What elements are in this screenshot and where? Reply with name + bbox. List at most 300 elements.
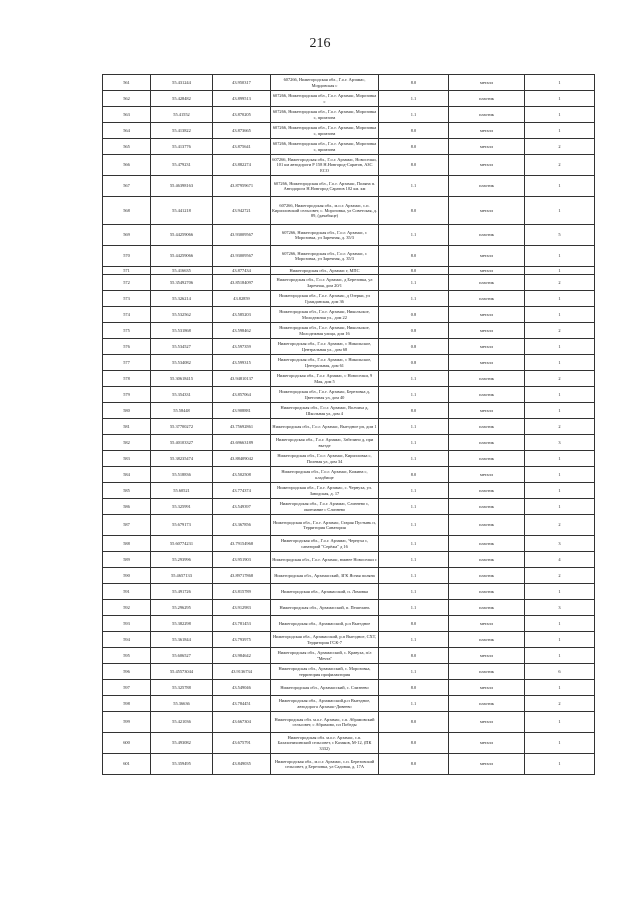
count-cell: 1	[525, 107, 595, 123]
capacity-cell: 1.1	[379, 91, 449, 107]
address-cell: Нижегородская обл., Арзамас г, МПС	[271, 267, 379, 275]
row-number-cell: 569	[103, 225, 151, 246]
count-cell: 1	[525, 403, 595, 419]
material-cell: металл	[449, 155, 525, 176]
table-row	[103, 339, 595, 355]
longitude-cell: 43.857064	[213, 387, 271, 403]
latitude-cell: 55.44259066	[151, 225, 213, 246]
address-cell: 607266, Нижегородская обл., м.о.г. Арзамас, с.п. Кирилловский сельсовет, с. Морозовка, ул Советская, д. 89, (дачабыце)	[271, 197, 379, 225]
address-cell: 607266, Нижегородская обл., Г.о.г. Арзамас, Новоселки, 101 км автодороги Р 158 Н.Новгород-Саратов, АЗС ЕСО	[271, 155, 379, 176]
latitude-cell: 55.428482	[151, 91, 213, 107]
latitude-cell: 55.60774231	[151, 536, 213, 552]
row-number-cell: 599	[103, 712, 151, 733]
capacity-cell: 1.1	[379, 632, 449, 648]
table-row	[103, 355, 595, 371]
material-cell: металл	[449, 616, 525, 632]
material-cell: пластик	[449, 107, 525, 123]
longitude-cell: 43.549046	[213, 680, 271, 696]
capacity-cell: 1.1	[379, 536, 449, 552]
count-cell: 1	[525, 712, 595, 733]
address-cell: Нижегородская обл., Г.о.г. Арзамас, Волчиха д, Школьная ул, дом 4	[271, 403, 379, 419]
row-number-cell: 597	[103, 680, 151, 696]
capacity-cell: 8.0	[379, 648, 449, 664]
longitude-cell: 43.951903	[213, 552, 271, 568]
table-row	[103, 483, 595, 499]
material-cell: металл	[449, 403, 525, 419]
count-cell: 1	[525, 632, 595, 648]
latitude-cell: 55.359495	[151, 754, 213, 775]
row-number-cell: 591	[103, 584, 151, 600]
material-cell: пластик	[449, 435, 525, 451]
capacity-cell: 8.0	[379, 616, 449, 632]
latitude-cell: 55.41552	[151, 107, 213, 123]
table-body	[103, 75, 595, 775]
latitude-cell: 55.296295	[151, 600, 213, 616]
count-cell: 3	[525, 536, 595, 552]
capacity-cell: 1.1	[379, 451, 449, 467]
capacity-cell: 8.0	[379, 712, 449, 733]
longitude-cell: 43.93009567	[213, 246, 271, 267]
material-cell: пластик	[449, 568, 525, 584]
capacity-cell: 1.1	[379, 435, 449, 451]
row-number-cell: 566	[103, 155, 151, 176]
table-row	[103, 403, 595, 419]
longitude-cell: 43.89717868	[213, 568, 271, 584]
latitude-cell: 55.413822	[151, 123, 213, 139]
address-cell: Нижегородская обл., Арзамасский, с. Слизнево	[271, 680, 379, 696]
row-number-cell: 575	[103, 323, 151, 339]
count-cell: 1	[525, 291, 595, 307]
latitude-cell: 55.58448	[151, 403, 213, 419]
address-cell: Нижегородская обл., Арзамасский, п. Пешелань	[271, 600, 379, 616]
row-number-cell: 579	[103, 387, 151, 403]
table-row	[103, 75, 595, 91]
material-cell: пластик	[449, 419, 525, 435]
row-number-cell: 601	[103, 754, 151, 775]
longitude-cell: 43.549397	[213, 499, 271, 515]
count-cell: 1	[525, 680, 595, 696]
count-cell: 1	[525, 648, 595, 664]
capacity-cell: 1.1	[379, 696, 449, 712]
count-cell: 2	[525, 275, 595, 291]
latitude-cell: 55.531868	[151, 323, 213, 339]
material-cell: пластик	[449, 91, 525, 107]
table-row	[103, 648, 595, 664]
latitude-cell: 55.534527	[151, 339, 213, 355]
address-cell: Нижегородская обл., Г.о.г. Арзамас, с Новоселки, 9 Мая, дом 5	[271, 371, 379, 387]
count-cell: 1	[525, 355, 595, 371]
address-cell: Нижегородская обл., Г.о.г. Арзамас, Забелино д, при въезде	[271, 435, 379, 451]
latitude-cell: 55.326214	[151, 291, 213, 307]
material-cell: металл	[449, 754, 525, 775]
row-number-cell: 581	[103, 419, 151, 435]
row-number-cell: 585	[103, 483, 151, 499]
table-row	[103, 515, 595, 536]
row-number-cell: 600	[103, 733, 151, 754]
capacity-cell: 8.0	[379, 155, 449, 176]
count-cell: 2	[525, 323, 595, 339]
address-cell: 607266, Нижегородская обл., Г.о.г. Арзамас, с Морозовка, ул Заречная, д. 35/3	[271, 225, 379, 246]
row-number-cell: 574	[103, 307, 151, 323]
capacity-cell: 0.8	[379, 323, 449, 339]
table-row	[103, 632, 595, 648]
address-cell: Нижегородская обл., Г.о.г. Арзамас, Никольское, Молодежная улица, дом 16	[271, 323, 379, 339]
table-row	[103, 197, 595, 225]
row-number-cell: 587	[103, 515, 151, 536]
capacity-cell: 8.0	[379, 123, 449, 139]
address-cell: 607266, Нижегородская обл., Г.о.г. Арзамас, Морозовка с, промзона	[271, 107, 379, 123]
page-number: 216	[309, 36, 331, 51]
count-cell: 1	[525, 75, 595, 91]
row-number-cell: 572	[103, 275, 151, 291]
capacity-cell: 1.1	[379, 584, 449, 600]
row-number-cell: 573	[103, 291, 151, 307]
capacity-cell: 8.0	[379, 467, 449, 483]
capacity-cell: 8.0	[379, 403, 449, 419]
table-row	[103, 499, 595, 515]
address-cell: Нижегородская обл., м.о.г. Арзамас, с.п. Березовский сельсовет, д Березовка, ул Садовая, д. 17А	[271, 754, 379, 775]
address-cell: Нижегородская обл., Г.о.г. Арзамас, Чернуха с, санаторий "Серёжа" д 16	[271, 536, 379, 552]
address-cell: Нижегородская обл., Г.о.г. Арзамас, д Озерки, ул Гражданская, дом 36	[271, 291, 379, 307]
table-row	[103, 323, 595, 339]
address-cell: Нижегородская обл., Арзамасский, с. Кравуха, п/л "Мечта"	[271, 648, 379, 664]
material-cell: пластик	[449, 371, 525, 387]
material-cell: пластик	[449, 275, 525, 291]
latitude-cell: 55.361844	[151, 632, 213, 648]
table-row	[103, 467, 595, 483]
address-cell: Нижегородская обл., Арзамасский, ЗГК Ясная поляна	[271, 568, 379, 584]
longitude-cell: 43.599315	[213, 355, 271, 371]
longitude-cell: 43.69663189	[213, 435, 271, 451]
count-cell: 2	[525, 371, 595, 387]
capacity-cell: 1.1	[379, 176, 449, 197]
material-cell: пластик	[449, 584, 525, 600]
table-row	[103, 107, 595, 123]
address-cell: Нижегородская обл., Арзамасский, с. Морозовка, территория профилактория	[271, 664, 379, 680]
row-number-cell: 567	[103, 176, 151, 197]
address-cell: Нижегородская обл., Г.о.г. Арзамас, Слизнево с, окончание с Слизнево	[271, 499, 379, 515]
latitude-cell: 55.38235474	[151, 451, 213, 467]
address-cell: 607266, Нижегородская обл., Г.о.г. Арзамас, Мордовская с	[271, 75, 379, 91]
longitude-cell: 43.598462	[213, 323, 271, 339]
row-number-cell: 561	[103, 75, 151, 91]
longitude-cell: 43.875641	[213, 139, 271, 155]
count-cell: 1	[525, 267, 595, 275]
address-cell: 607266, Нижегородская обл., Г.о.г. Арзамас, Поляна п. Автодорога Н.Новгород Саратов 102 км. км	[271, 176, 379, 197]
latitude-cell: 55.532562	[151, 307, 213, 323]
capacity-cell: 0.8	[379, 307, 449, 323]
count-cell: 1	[525, 91, 595, 107]
longitude-cell: 43.774374	[213, 483, 271, 499]
address-cell: Нижегородская обл. м.о.г. Арзамас, с.п. Абрамовский сельсовет, с Абрамово, пл Победы	[271, 712, 379, 733]
longitude-cell: 43.870205	[213, 107, 271, 123]
latitude-cell: 55.45573044	[151, 664, 213, 680]
count-cell: 2	[525, 419, 595, 435]
material-cell: металл	[449, 246, 525, 267]
row-number-cell: 580	[103, 403, 151, 419]
count-cell: 6	[525, 664, 595, 680]
material-cell: пластик	[449, 536, 525, 552]
capacity-cell: 1.1	[379, 515, 449, 536]
table-row	[103, 584, 595, 600]
table-row	[103, 225, 595, 246]
capacity-cell: 8.0	[379, 246, 449, 267]
longitude-cell: 43.781453	[213, 616, 271, 632]
capacity-cell: 0.8	[379, 339, 449, 355]
count-cell: 1	[525, 307, 595, 323]
table-row	[103, 387, 595, 403]
longitude-cell: 43.367856	[213, 515, 271, 536]
longitude-cell: 43.675791	[213, 733, 271, 754]
table-row	[103, 696, 595, 712]
address-cell: Нижегородская обл., Г.о.г. Арзамас, д Березовка, ул Заречная, дом 20/1	[271, 275, 379, 291]
count-cell: 1	[525, 176, 595, 197]
material-cell: пластик	[449, 176, 525, 197]
longitude-cell: 43.85184097	[213, 275, 271, 291]
row-number-cell: 568	[103, 197, 151, 225]
count-cell: 1	[525, 584, 595, 600]
capacity-cell: 8.0	[379, 680, 449, 696]
longitude-cell: 43.950317	[213, 75, 271, 91]
capacity-cell: 1.1	[379, 291, 449, 307]
longitude-cell: 43.912983	[213, 600, 271, 616]
count-cell: 1	[525, 197, 595, 225]
material-cell: пластик	[449, 483, 525, 499]
material-cell: металл	[449, 267, 525, 275]
latitude-cell: 55.36636	[151, 696, 213, 712]
count-cell: 1	[525, 387, 595, 403]
longitude-cell: 43.93009567	[213, 225, 271, 246]
row-number-cell: 583	[103, 451, 151, 467]
capacity-cell: 1.1	[379, 225, 449, 246]
table-row	[103, 155, 595, 176]
row-number-cell: 564	[103, 123, 151, 139]
count-cell: 2	[525, 515, 595, 536]
longitude-cell: 43.815789	[213, 584, 271, 600]
address-cell: 607266, Нижегородская обл., Г.о.г. Арзамас, Морозовка с, промзона	[271, 139, 379, 155]
capacity-cell: 1.1	[379, 107, 449, 123]
material-cell: металл	[449, 307, 525, 323]
capacity-cell: 1.1	[379, 568, 449, 584]
longitude-cell: 43.882274	[213, 155, 271, 176]
material-cell: пластик	[449, 387, 525, 403]
address-cell: Нижегородская обл., Г.о.г. Арзамас, Кожина с, кладбище	[271, 467, 379, 483]
table-row	[103, 123, 595, 139]
row-number-cell: 596	[103, 664, 151, 680]
longitude-cell: 43.87959671	[213, 176, 271, 197]
row-number-cell: 562	[103, 91, 151, 107]
longitude-cell: 43.75692861	[213, 419, 271, 435]
material-cell: пластик	[449, 225, 525, 246]
table-row	[103, 616, 595, 632]
material-cell: металл	[449, 712, 525, 733]
row-number-cell: 582	[103, 435, 151, 451]
count-cell: 1	[525, 451, 595, 467]
capacity-cell: 1.1	[379, 275, 449, 291]
material-cell: металл	[449, 197, 525, 225]
row-number-cell: 595	[103, 648, 151, 664]
count-cell: 1	[525, 123, 595, 139]
capacity-cell: 8.0	[379, 754, 449, 775]
count-cell: 3	[525, 600, 595, 616]
row-number-cell: 592	[103, 600, 151, 616]
longitude-cell: 43.502508	[213, 467, 271, 483]
count-cell: 5	[525, 225, 595, 246]
material-cell: пластик	[449, 515, 525, 536]
capacity-cell: 1.1	[379, 371, 449, 387]
table-row	[103, 91, 595, 107]
latitude-cell: 55.413776	[151, 139, 213, 155]
latitude-cell: 55.534082	[151, 355, 213, 371]
latitude-cell: 55.325788	[151, 680, 213, 696]
table-row	[103, 733, 595, 754]
material-cell: пластик	[449, 696, 525, 712]
row-number-cell: 584	[103, 467, 151, 483]
material-cell: пластик	[449, 291, 525, 307]
row-number-cell: 571	[103, 267, 151, 275]
table-row	[103, 267, 595, 275]
material-cell: пластик	[449, 499, 525, 515]
row-number-cell: 590	[103, 568, 151, 584]
material-cell: пластик	[449, 632, 525, 648]
address-cell: Нижегородская обл., Г.о.г. Арзамас, Выездное рп, дом 1	[271, 419, 379, 435]
capacity-cell: 1.1	[379, 499, 449, 515]
count-cell: 1	[525, 754, 595, 775]
latitude-cell: 55.60521	[151, 483, 213, 499]
material-cell: пластик	[449, 552, 525, 568]
latitude-cell: 55.491726	[151, 584, 213, 600]
row-number-cell: 588	[103, 536, 151, 552]
capacity-cell: 0.8	[379, 355, 449, 371]
table-row	[103, 307, 595, 323]
table-row	[103, 371, 595, 387]
capacity-cell: 1.1	[379, 387, 449, 403]
table-row	[103, 451, 595, 467]
latitude-cell: 55.421036	[151, 712, 213, 733]
latitude-cell: 55.606527	[151, 648, 213, 664]
longitude-cell: 43.667304	[213, 712, 271, 733]
table-row	[103, 419, 595, 435]
table-row	[103, 568, 595, 584]
count-cell: 1	[525, 499, 595, 515]
count-cell: 1	[525, 339, 595, 355]
count-cell: 1	[525, 616, 595, 632]
address-cell: Нижегородская обл., Г.о.г. Арзамас, Кирилловка с, Полевая ул, дом 34	[271, 451, 379, 467]
latitude-cell: 55.479231	[151, 155, 213, 176]
row-number-cell: 586	[103, 499, 151, 515]
longitude-cell: 43.585203	[213, 307, 271, 323]
latitude-cell: 55.37700272	[151, 419, 213, 435]
latitude-cell: 55.46398163	[151, 176, 213, 197]
material-cell: металл	[449, 355, 525, 371]
table-row	[103, 176, 595, 197]
count-cell: 2	[525, 696, 595, 712]
latitude-cell: 55.325991	[151, 499, 213, 515]
material-cell: пластик	[449, 600, 525, 616]
material-cell: металл	[449, 323, 525, 339]
table-row	[103, 552, 595, 568]
material-cell: металл	[449, 680, 525, 696]
row-number-cell: 594	[103, 632, 151, 648]
material-cell: пластик	[449, 451, 525, 467]
table-row	[103, 435, 595, 451]
table-row	[103, 536, 595, 552]
table-row	[103, 680, 595, 696]
count-cell: 4	[525, 552, 595, 568]
capacity-cell: 1.1	[379, 600, 449, 616]
address-cell: Нижегородская обл., Арзамасский, р.п Выездное	[271, 616, 379, 632]
row-number-cell: 593	[103, 616, 151, 632]
count-cell: 3	[525, 435, 595, 451]
address-cell: Нижегородская обл., Г.о.г. Арзамас, с Никольское, Центральная ул., дом 68	[271, 339, 379, 355]
table-row	[103, 600, 595, 616]
longitude-cell: 43.849035	[213, 754, 271, 775]
register-table	[102, 74, 595, 775]
address-cell: Нижегородская обл., Арзамасский,р.п Выездное, автодорога Арзамас-Дивеево	[271, 696, 379, 712]
latitude-cell: 55.382298	[151, 616, 213, 632]
latitude-cell: 55.354331	[151, 387, 213, 403]
table-row	[103, 246, 595, 267]
capacity-cell: 8.0	[379, 75, 449, 91]
material-cell: металл	[449, 467, 525, 483]
address-cell: Нижегородская обл., Арзамасский, п. Ломовка	[271, 584, 379, 600]
latitude-cell: 55.441218	[151, 197, 213, 225]
longitude-cell: 43.908881	[213, 403, 271, 419]
latitude-cell: 55.416635	[151, 267, 213, 275]
longitude-cell: 43.873665	[213, 123, 271, 139]
address-cell: 607266, Нижегородская обл., Г.о.г. Арзамас, с Морозовка, ул Заречная, д. 35/3	[271, 246, 379, 267]
count-cell: 2	[525, 155, 595, 176]
capacity-cell: 8.0	[379, 197, 449, 225]
latitude-cell: 55.35492706	[151, 275, 213, 291]
capacity-cell: 8.0	[379, 733, 449, 754]
latitude-cell: 55.40103327	[151, 435, 213, 451]
longitude-cell: 43.899513	[213, 91, 271, 107]
address-cell: Нижегородская обл., Г.о.г. Арзамас, с. Чернуха, ул. Заводская, д. 17	[271, 483, 379, 499]
material-cell: металл	[449, 75, 525, 91]
longitude-cell: 43.793975	[213, 632, 271, 648]
count-cell: 2	[525, 568, 595, 584]
latitude-cell: 55.4657133	[151, 568, 213, 584]
latitude-cell: 55.518836	[151, 467, 213, 483]
table-row	[103, 291, 595, 307]
latitude-cell: 55.431244	[151, 75, 213, 91]
row-number-cell: 577	[103, 355, 151, 371]
material-cell: металл	[449, 648, 525, 664]
address-cell: Нижегородская обл. м.о.г. Арзамас, с.п. Балахонихинский сельсовет, с Казаков, М-12, (ПК 3332)	[271, 733, 379, 754]
capacity-cell: 1.1	[379, 664, 449, 680]
table-row	[103, 139, 595, 155]
count-cell: 1	[525, 467, 595, 483]
table-row	[103, 664, 595, 680]
material-cell: металл	[449, 123, 525, 139]
address-cell: Нижегородская обл., Г.о.г. Арзамас, Старая Пустынь п, Территория Санатория	[271, 515, 379, 536]
address-cell: 607266, Нижегородская обл., Г.о.г. Арзамас, Морозовка с	[271, 91, 379, 107]
latitude-cell: 55.493082	[151, 733, 213, 754]
longitude-cell: 43.9136734	[213, 664, 271, 680]
count-cell: 1	[525, 483, 595, 499]
capacity-cell: 1.1	[379, 552, 449, 568]
row-number-cell: 589	[103, 552, 151, 568]
longitude-cell: 43.597359	[213, 339, 271, 355]
capacity-cell: 8.0	[379, 267, 449, 275]
longitude-cell: 43.784451	[213, 696, 271, 712]
longitude-cell: 43.79154968	[213, 536, 271, 552]
row-number-cell: 570	[103, 246, 151, 267]
count-cell: 1	[525, 733, 595, 754]
count-cell: 1	[525, 246, 595, 267]
row-number-cell: 576	[103, 339, 151, 355]
